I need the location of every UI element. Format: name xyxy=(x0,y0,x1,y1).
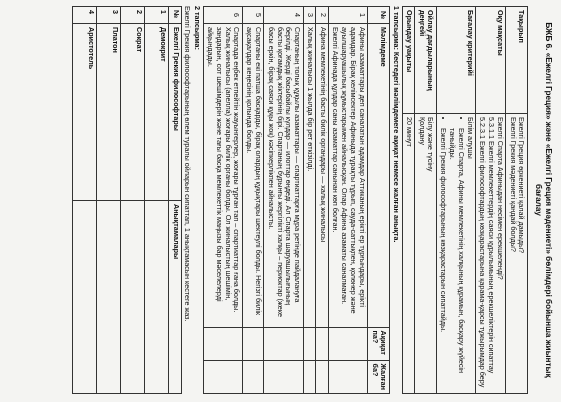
task2-row xyxy=(121,7,145,394)
info-table xyxy=(402,6,528,394)
objectives-line: 5.3.1.1 Ежелгі мемлекеттердің саяси құрылымының ерекшеліктерін сипаттау xyxy=(487,117,497,374)
task2-row-num: 3 xyxy=(97,7,121,24)
task2-philosopher-name: Аристотель xyxy=(73,24,97,201)
task1-true-cell[interactable] xyxy=(242,327,264,360)
task2-philosopher-name: Сократ xyxy=(121,24,145,201)
task1-header-statement: Мәлімдеме xyxy=(368,24,390,328)
topic-label: Тақырып xyxy=(506,7,528,114)
objectives-line: 5.2.3.1 Ежелгі философтардың көзқарастарына қарама-қарсы тұжырымдар беру xyxy=(478,117,488,388)
task2-header-num: № xyxy=(169,7,182,24)
info-row-topic xyxy=(506,7,528,394)
task2-row xyxy=(145,7,169,394)
task2-header-philosopher: Ежелгі Грекия философтары xyxy=(169,24,182,201)
task2-header-definition: Анықтамалары xyxy=(169,201,182,394)
task2-heading: 2 тапсырма: xyxy=(192,6,202,50)
task1-true-cell[interactable] xyxy=(203,327,242,360)
criteria-item: • Ежелгі Грекия философтарының көзқарастарын сипаттайды. xyxy=(438,128,447,390)
task1-false-cell[interactable] xyxy=(329,360,368,393)
task1-false-cell[interactable] xyxy=(203,360,242,393)
topic-line: Ежелгі Грекия мәдениеті қандай болды? xyxy=(508,117,518,252)
task1-row xyxy=(264,7,303,394)
info-row-time xyxy=(402,7,415,394)
skills-value xyxy=(415,114,437,394)
task1-row xyxy=(242,7,264,394)
task1-row-num: 3 xyxy=(303,7,316,24)
objectives-line: Ежелгі Спарта Афиныдан несімен ерекшеленді? xyxy=(495,117,505,280)
task1-row-text: Спартаны екі патша басқарды, бірақ олардың құқықтары шектеулі болды. Негізгі билік ақсақалдар кеңесінің қолында болды. xyxy=(242,24,264,328)
task2-philosopher-name: Демокрит xyxy=(145,24,169,201)
document-title: БЖБ 6. «Ежелгі Греция» және «Ежелгі Греция мәдениеті» бөлімдері бойынша жиынтық бағалау xyxy=(534,22,553,378)
task1-row xyxy=(203,7,242,394)
task1-table xyxy=(203,6,390,394)
task2-philosopher-name: Платон xyxy=(97,24,121,201)
task2-header-row xyxy=(169,7,182,394)
task1-true-cell[interactable] xyxy=(264,327,303,360)
skills-line: Қолдану xyxy=(417,117,427,145)
task2-definition-cell[interactable] xyxy=(145,201,169,394)
task1-true-cell[interactable] xyxy=(316,327,329,360)
task2-definition-cell[interactable] xyxy=(73,201,97,394)
task1-row-text: Спартада еңбек етпейтін жауынгерлер, жоғары тұрған тап – спартиаттар ғана болды. Халық жиналысы (апелла) жоғары билік органы болды. Ол жиналыстың шешімін, заңдарын, сот шешімдерін және тағы басқа мемлекеттік маңызы бар мәселелерді айқындады. xyxy=(203,24,242,328)
task1-row-num: 2 xyxy=(316,7,329,24)
task1-row-num: 5 xyxy=(242,7,264,24)
objectives-label: Оқу мақсаты xyxy=(476,7,506,114)
task2-row xyxy=(73,7,97,394)
task2-instruction: Ежелгі Грекия философтарының өлем туралы ойларын сипаттап, 1 анықтамасын кестеге жаз. xyxy=(183,6,192,322)
task2-row-num: 4 xyxy=(73,7,97,24)
skills-line: Білу және түсіну xyxy=(426,117,436,172)
topic-line: Ежелгі Греция өркениеті қалай дамыды? xyxy=(517,117,527,254)
info-row-objectives xyxy=(476,7,506,394)
task1-row-text: Афины азаматтары деп саналатын адамдар Аттиканың ерікті ер тұрғындары, ерікті адамдар. Бірақ келімсектер Афиныда тұрақты тұрып, сауда-саттықпен, қолөнер және ауылшаруашылық жұмыстарымен айналысқан. Олар Афина азаматы саналмаған. Ежелгі Афинада құлдар саны азаматтар санынан көп болған. xyxy=(329,24,368,328)
task1-true-cell[interactable] xyxy=(303,327,316,360)
task1-false-cell[interactable] xyxy=(264,360,303,393)
time-value: 20 минут xyxy=(402,114,415,394)
task2-row-num: 2 xyxy=(121,7,145,24)
task2-definition-cell[interactable] xyxy=(121,201,145,394)
task2-row xyxy=(97,7,121,394)
criteria-intro: Білім алушы xyxy=(465,117,475,159)
skills-label: Ойлау дағдыларының деңгейі xyxy=(415,7,437,114)
task1-false-cell[interactable] xyxy=(316,360,329,393)
info-row-criteria xyxy=(436,7,475,394)
time-label: Орындау уақыты xyxy=(402,7,415,114)
task1-header-true: Ақиқат па? xyxy=(368,327,390,360)
task1-header-num: № xyxy=(368,7,390,24)
task1-row-num: 6 xyxy=(203,7,242,24)
task1-row xyxy=(329,7,368,394)
criteria-label: Бағалау критерийі xyxy=(436,7,475,114)
criteria-value xyxy=(436,114,475,394)
task1-row-num: 1 xyxy=(329,7,368,24)
task2-definition-cell[interactable] xyxy=(97,201,121,394)
info-row-skills xyxy=(415,7,437,394)
task1-row-text: Афина мемлекетінің басты билік органдары — халық жиналысы xyxy=(316,24,329,328)
task1-true-cell[interactable] xyxy=(329,327,368,360)
criteria-item: • Ежелгі Спарта, Афины мемлекетінің халқының құрамын, басқару жүйесін таныйды. xyxy=(447,128,465,390)
task1-false-cell[interactable] xyxy=(303,360,316,393)
task1-row xyxy=(303,7,316,394)
task1-header-false: Жалған ба? xyxy=(368,360,390,393)
task2-row-num: 1 xyxy=(145,7,169,24)
task1-row-text: Спартаның толық құқылы азаматтары — спартиаттарға мұра ретінде пайдалануға берілді. Жерді басыбайлы күлдар — илоттар өңдеді. Ал Спарта шаруашылығының басты қоғамдық жіктерінің бірі. Спартаның бұрынғы жергілікті халқы – периоктар (жеке басы еркін, бірақ саяси құқы жоқ) кәсіпкерлікпен айналысты. xyxy=(264,24,303,328)
task1-heading: 1 тапсырма: Кестедегі мәлімдемеге ақиқат немесе жалған анықта. xyxy=(391,6,401,243)
criteria-list xyxy=(438,117,464,390)
task1-row-text: Халық жиналысы 1 жылда бір рет өткізілді. xyxy=(303,24,316,328)
objectives-value xyxy=(476,114,506,394)
task1-false-cell[interactable] xyxy=(242,360,264,393)
task1-row xyxy=(316,7,329,394)
task2-table xyxy=(72,6,182,394)
task1-header-row xyxy=(368,7,390,394)
task1-row-num: 4 xyxy=(264,7,303,24)
topic-value xyxy=(506,114,528,394)
